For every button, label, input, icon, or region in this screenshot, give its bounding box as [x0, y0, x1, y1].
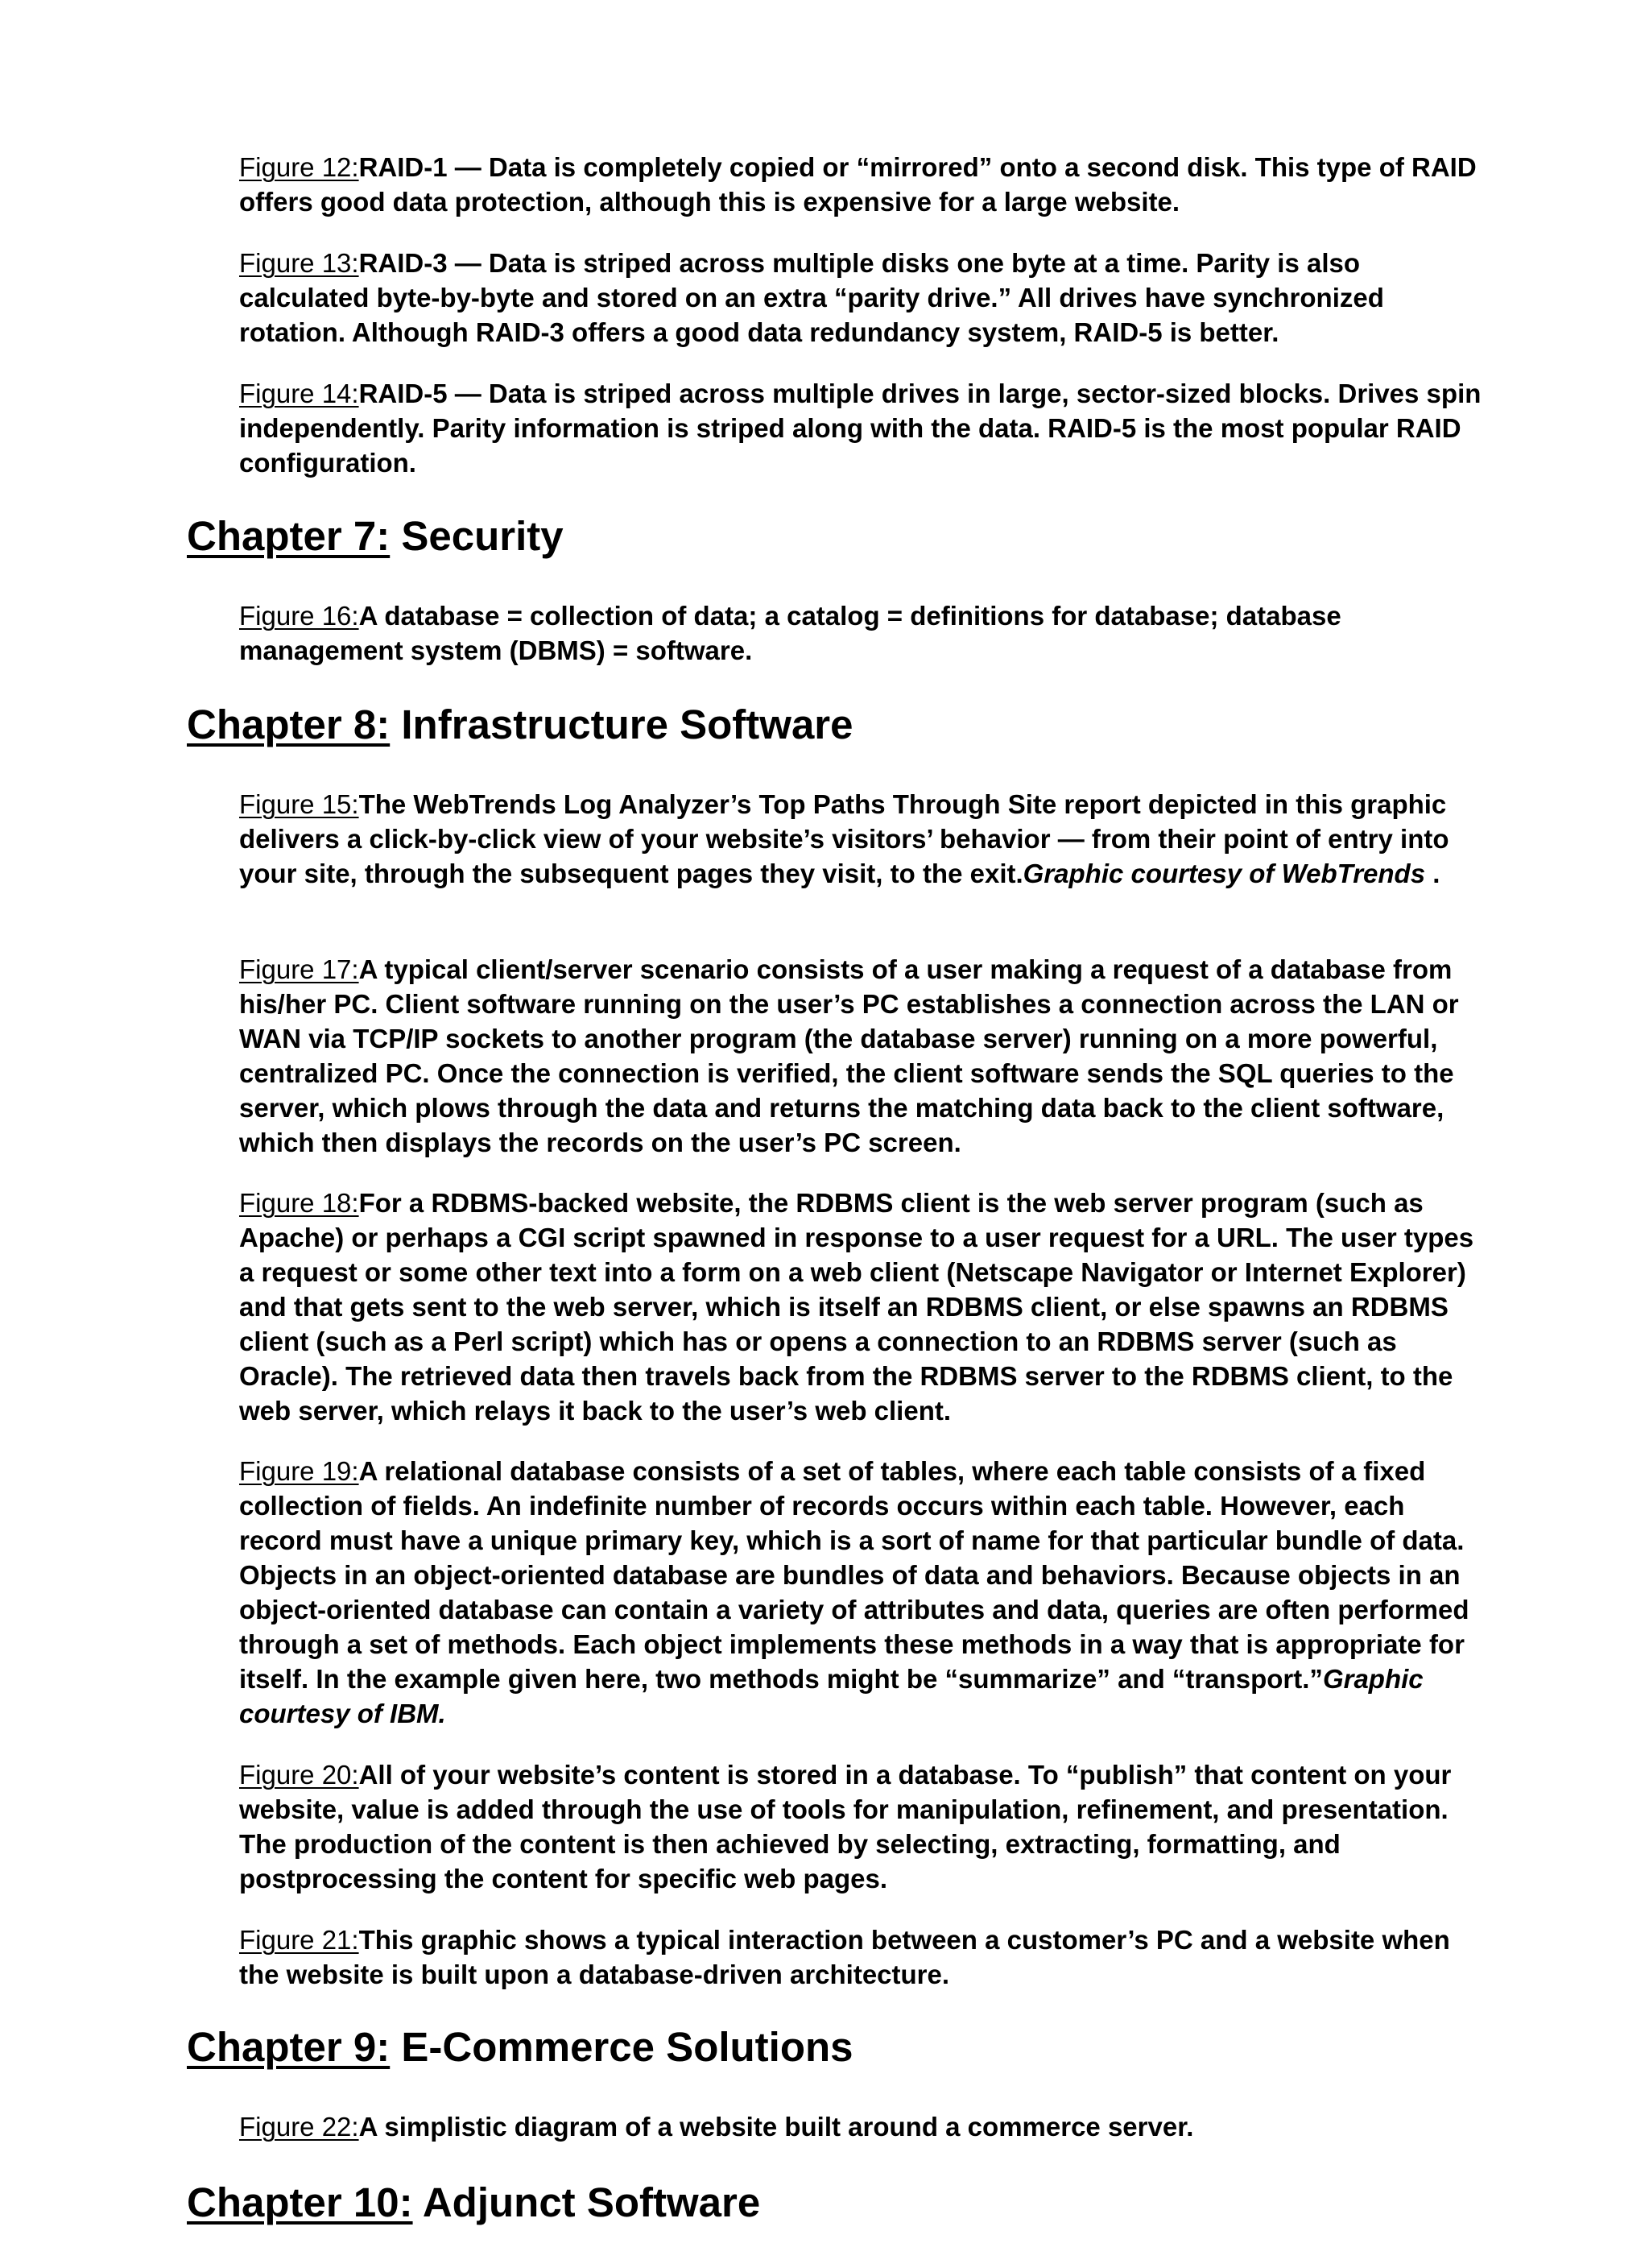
- figure-credit: Graphic courtesy of WebTrends: [1023, 859, 1426, 888]
- figure-caption: [239, 952, 1487, 1160]
- figure-caption: [239, 1757, 1487, 1896]
- chapter-heading: [187, 2023, 853, 2071]
- figure-caption: [239, 787, 1487, 891]
- chapter-heading: [187, 512, 564, 561]
- figure-label: Figure 18:: [239, 1188, 359, 1218]
- figure-caption: [239, 376, 1487, 480]
- figure-caption: [239, 598, 1487, 668]
- figure-caption: [239, 246, 1487, 350]
- figure-description: A simplistic diagram of a website built around a commerce server.: [358, 2112, 1194, 2142]
- figure-caption: [239, 150, 1487, 219]
- figure-credit: Graphic courtesy of IBM.: [239, 1664, 1424, 1728]
- chapter-title: E-Commerce Solutions: [390, 2024, 853, 2070]
- figure-description: A database = collection of data; a catalog = definitions for database; database management system (DBMS) = software.: [239, 601, 1341, 665]
- figure-label: Figure 19:: [239, 1456, 359, 1486]
- figure-caption: [239, 2109, 1487, 2144]
- figure-description: A relational database consists of a set of tables, where each table consists of a fixed collection of fields. An indefinite number of records occurs within each table. However, each record must have a unique primary key, which is a sort of name for that particular bundle of data. Objects in an object-oriented database are bundles of data and behaviors. Because objects in an object-oriented database can contain a variety of attributes and data, queries are often performed through a set of methods. Each object implements these methods in a way that is appropriate for itself. In the example given here, two methods might be “summarize” and “transport.”: [239, 1456, 1469, 1694]
- figure-description: This graphic shows a typical interaction between a customer’s PC and a website when the website is built upon a database-driven architecture.: [239, 1925, 1450, 1989]
- figure-label: Figure 14:: [239, 379, 359, 408]
- chapter-number: Chapter 9:: [187, 2024, 391, 2070]
- figure-label: Figure 15:: [239, 789, 359, 819]
- figure-credit-suffix: .: [1425, 859, 1440, 888]
- figure-label: Figure 12:: [239, 152, 359, 182]
- figure-description: The WebTrends Log Analyzer’s Top Paths Through Site report depicted in this graphic delivers a click-by-click view of your website’s visitors’ behavior — from their point of entry into your site, through the subsequent pages they visit, to the exit.: [239, 789, 1449, 888]
- chapter-title: Infrastructure Software: [390, 702, 853, 747]
- figure-label: Figure 20:: [239, 1760, 359, 1790]
- figure-label: Figure 16:: [239, 601, 359, 631]
- figure-label: Figure 22:: [239, 2112, 359, 2142]
- figure-caption: [239, 1186, 1487, 1428]
- chapter-heading: [187, 701, 853, 749]
- figure-description: For a RDBMS-backed website, the RDBMS client is the web server program (such as Apache) or perhaps a CGI script spawned in response to a user request for a URL. The user types a request or some other text into a form on a web client (Netscape Navigator or Internet Explorer) and that gets sent to the web server, which is itself an RDBMS client, or else spawns an RDBMS client (such as a Perl script) which has or opens a connection to an RDBMS server (such as Oracle). The retrieved data then travels back from the RDBMS server to the RDBMS client, to the web server, which relays it back to the user’s web client.: [239, 1188, 1474, 1426]
- chapter-number: Chapter 7:: [187, 513, 391, 559]
- chapter-title: Security: [390, 513, 564, 559]
- figure-description: All of your website’s content is stored in a database. To “publish” that content on your website, value is added through the use of tools for manipulation, refinement, and presentation. The production of the content is then achieved by selecting, extracting, formatting, and postprocessing the content for specific web pages.: [239, 1760, 1452, 1893]
- chapter-number: Chapter 10:: [187, 2179, 413, 2225]
- figure-description: A typical client/server scenario consists of a user making a request of a database from his/her PC. Client software running on the user’s PC establishes a connection across the LAN or WAN via TCP/IP sockets to another program (the database server) running on a more powerful, centralized PC. Once the connection is verified, the client software sends the SQL queries to the server, which plows through the data and returns the matching data back to the client software, which then displays the records on the user’s PC screen.: [239, 954, 1459, 1157]
- figure-description: RAID-5 — Data is striped across multiple drives in large, sector-sized blocks. Drives spin independently. Parity information is striped along with the data. RAID-5 is the most popular RAID configuration.: [239, 379, 1482, 478]
- figure-caption: [239, 1454, 1487, 1731]
- figure-description: RAID-1 — Data is completely copied or “mirrored” onto a second disk. This type of RAID offers good data protection, although this is expensive for a large website.: [239, 152, 1477, 217]
- figure-label: Figure 17:: [239, 954, 359, 984]
- figure-label: Figure 13:: [239, 248, 359, 278]
- figure-caption: [239, 1922, 1487, 1992]
- figure-label: Figure 21:: [239, 1925, 359, 1955]
- figure-description: RAID-3 — Data is striped across multiple disks one byte at a time. Parity is also calculated byte-by-byte and stored on an extra “parity drive.” All drives have synchronized rotation. Although RAID-3 offers a good data redundancy system, RAID-5 is better.: [239, 248, 1384, 347]
- chapter-number: Chapter 8:: [187, 702, 391, 747]
- chapter-heading: [187, 2179, 760, 2227]
- chapter-title: Adjunct Software: [412, 2179, 761, 2225]
